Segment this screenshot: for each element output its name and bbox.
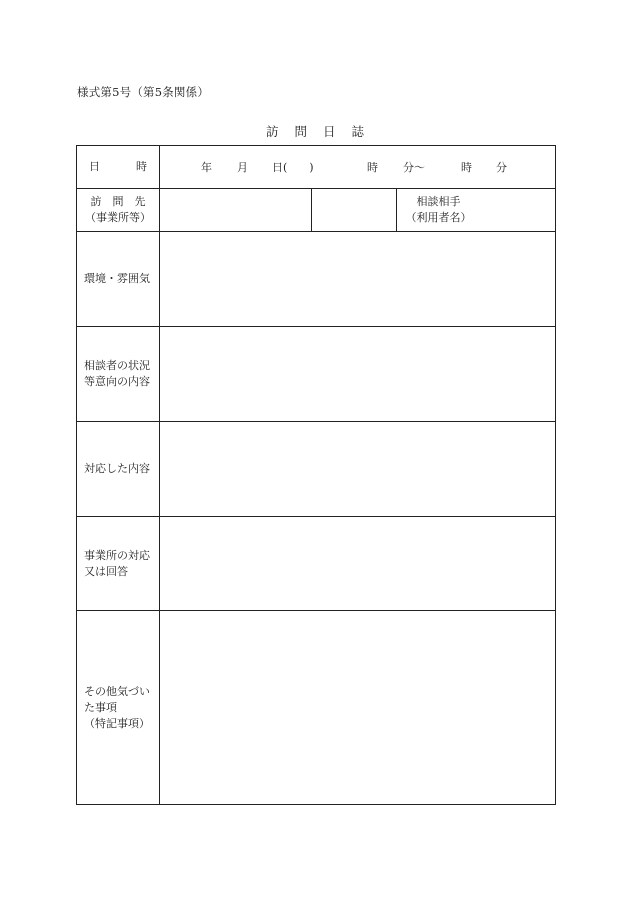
day-unit: 日( ) bbox=[272, 161, 314, 174]
title-char: 問 bbox=[294, 124, 307, 139]
office-response-label-line2: 又は回答 bbox=[84, 564, 128, 578]
office-response-label bbox=[77, 517, 160, 610]
client-status-label-line2: 等意向の内容 bbox=[84, 375, 150, 388]
consultation-partner-label bbox=[396, 189, 481, 231]
other-notes-row bbox=[77, 611, 555, 804]
visit-value-area bbox=[160, 189, 555, 231]
environment-field[interactable] bbox=[160, 232, 555, 326]
consultation-partner-field[interactable] bbox=[482, 189, 555, 231]
other-notes-field[interactable] bbox=[160, 611, 555, 804]
office-response-field[interactable] bbox=[160, 517, 555, 610]
response-row bbox=[77, 422, 555, 517]
client-status-label-line1: 相談者の状況 bbox=[84, 359, 150, 372]
visit-log-form bbox=[76, 145, 556, 805]
other-notes-label bbox=[77, 611, 160, 804]
datetime-field[interactable] bbox=[160, 146, 555, 188]
datetime-label-day: 日 bbox=[89, 160, 100, 173]
other-notes-label-line2: た事項 bbox=[84, 700, 117, 714]
start-hour-unit: 時 bbox=[367, 161, 378, 174]
visit-destination-label-line1: 訪 問 先 bbox=[90, 195, 146, 208]
consultation-partner-label-line2: （利用者名） bbox=[405, 211, 472, 224]
form-number: 様式第5号（第5条関係） bbox=[77, 85, 210, 99]
other-notes-label-line1: その他気づい bbox=[84, 684, 150, 698]
title-char: 訪 bbox=[265, 124, 279, 139]
environment-row bbox=[77, 232, 555, 327]
other-notes-label-line3: （特記事項） bbox=[84, 716, 150, 730]
end-minute-unit: 分 bbox=[496, 161, 507, 174]
environment-label-text: 環境・雰囲気 bbox=[84, 272, 150, 285]
document-title bbox=[0, 122, 630, 140]
datetime-row bbox=[77, 146, 555, 189]
column-divider bbox=[311, 189, 312, 231]
client-status-field[interactable] bbox=[160, 327, 555, 421]
title-char: 誌 bbox=[351, 124, 364, 139]
client-status-label bbox=[77, 327, 160, 421]
environment-label bbox=[77, 232, 160, 326]
visit-destination-label-line2: （事業所等） bbox=[85, 211, 151, 224]
month-unit: 月 bbox=[237, 161, 248, 174]
visit-destination-label bbox=[77, 189, 160, 231]
response-label-text: 対応した内容 bbox=[84, 462, 150, 475]
visit-row bbox=[77, 189, 555, 232]
response-label bbox=[77, 422, 160, 516]
consultation-partner-label-line1: 相談相手 bbox=[416, 195, 461, 208]
year-unit: 年 bbox=[201, 161, 212, 174]
title-char: 日 bbox=[322, 124, 336, 139]
visit-destination-field[interactable] bbox=[160, 189, 311, 231]
end-hour-unit: 時 bbox=[461, 161, 472, 174]
client-status-row bbox=[77, 327, 555, 422]
start-minute-unit: 分〜 bbox=[403, 161, 425, 174]
office-response-row bbox=[77, 517, 555, 611]
response-field[interactable] bbox=[160, 422, 555, 516]
datetime-label-time: 時 bbox=[136, 160, 147, 173]
datetime-label bbox=[77, 146, 160, 188]
office-response-label-line1: 事業所の対応 bbox=[84, 548, 150, 562]
